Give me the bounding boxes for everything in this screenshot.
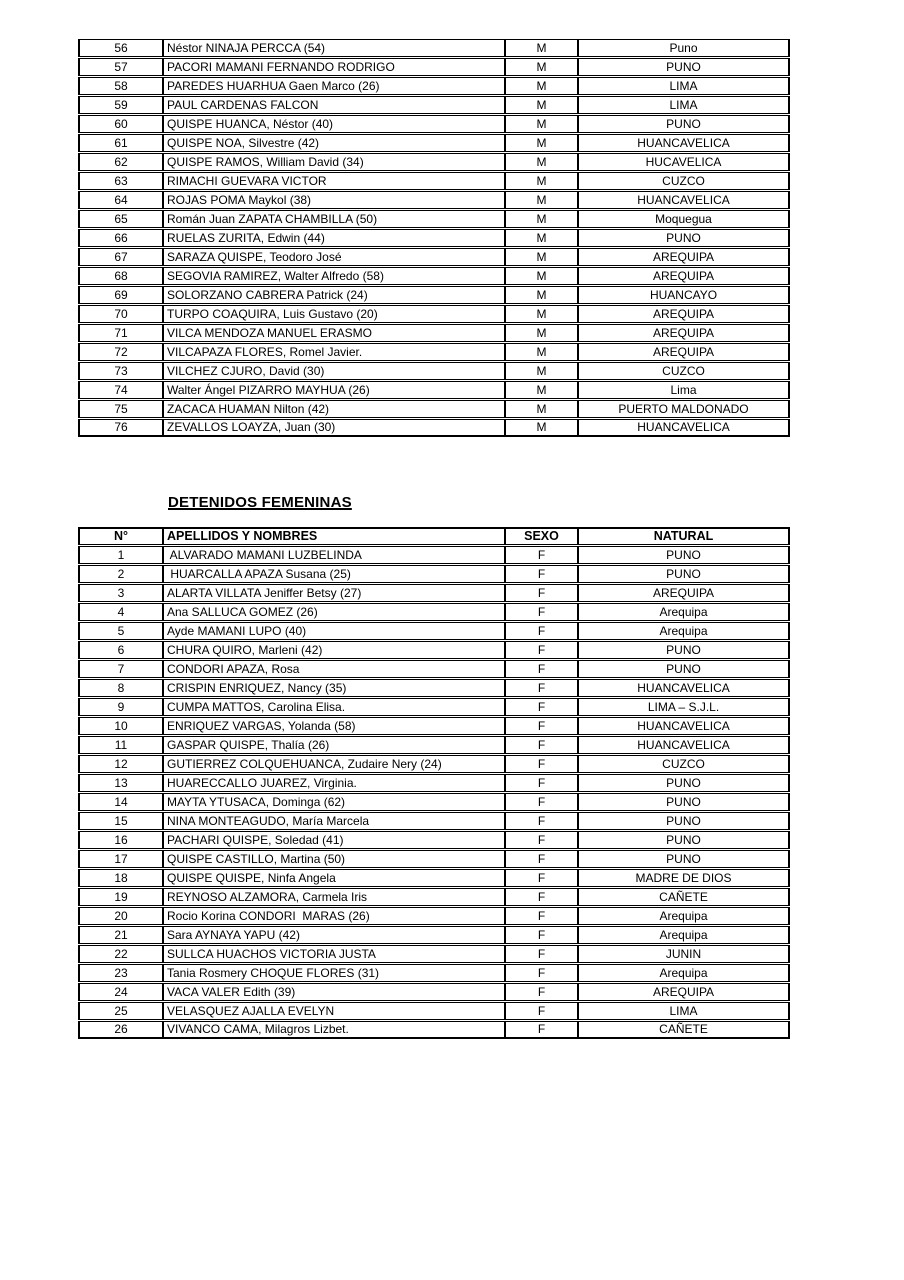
cell-name: SEGOVIA RAMIREZ, Walter Alfredo (58) bbox=[163, 267, 505, 285]
cell-natural: JUNIN bbox=[578, 945, 790, 963]
cell-name: HUARCALLA APAZA Susana (25) bbox=[163, 565, 505, 583]
cell-name: Sara AYNAYA YAPU (42) bbox=[163, 926, 505, 944]
cell-name: Walter Ángel PIZARRO MAYHUA (26) bbox=[163, 381, 505, 399]
table-row bbox=[78, 812, 790, 830]
cell-natural: CUZCO bbox=[578, 172, 790, 190]
cell-natural: PUNO bbox=[578, 546, 790, 564]
cell-name: Román Juan ZAPATA CHAMBILLA (50) bbox=[163, 210, 505, 228]
cell-number: 76 bbox=[78, 419, 163, 437]
cell-natural: LIMA bbox=[578, 77, 790, 95]
cell-name: Ayde MAMANI LUPO (40) bbox=[163, 622, 505, 640]
cell-number: 14 bbox=[78, 793, 163, 811]
cell-natural: PUNO bbox=[578, 115, 790, 133]
cell-number: 15 bbox=[78, 812, 163, 830]
cell-number: 75 bbox=[78, 400, 163, 418]
cell-sex: M bbox=[505, 191, 578, 209]
table-row bbox=[78, 888, 790, 906]
cell-natural: CUZCO bbox=[578, 362, 790, 380]
cell-number: 13 bbox=[78, 774, 163, 792]
cell-name: RUELAS ZURITA, Edwin (44) bbox=[163, 229, 505, 247]
cell-sex: M bbox=[505, 96, 578, 114]
cell-sex: F bbox=[505, 1021, 578, 1039]
cell-number: 69 bbox=[78, 286, 163, 304]
cell-name: VILCHEZ CJURO, David (30) bbox=[163, 362, 505, 380]
cell-name: VACA VALER Edith (39) bbox=[163, 983, 505, 1001]
cell-natural: Lima bbox=[578, 381, 790, 399]
cell-sex: M bbox=[505, 324, 578, 342]
cell-name: QUISPE CASTILLO, Martina (50) bbox=[163, 850, 505, 868]
cell-name: CHURA QUIRO, Marleni (42) bbox=[163, 641, 505, 659]
cell-name: Rocio Korina CONDORI MARAS (26) bbox=[163, 907, 505, 925]
cell-name: RIMACHI GUEVARA VICTOR bbox=[163, 172, 505, 190]
cell-natural: PUNO bbox=[578, 774, 790, 792]
cell-number: 67 bbox=[78, 248, 163, 266]
cell-number: 8 bbox=[78, 679, 163, 697]
cell-natural: Moquegua bbox=[578, 210, 790, 228]
cell-sex: M bbox=[505, 267, 578, 285]
cell-number: 66 bbox=[78, 229, 163, 247]
females-table-body bbox=[78, 546, 790, 1039]
table-row bbox=[78, 793, 790, 811]
table-row bbox=[78, 400, 790, 418]
table-row bbox=[78, 305, 790, 323]
cell-name: VILCAPAZA FLORES, Romel Javier. bbox=[163, 343, 505, 361]
cell-number: 70 bbox=[78, 305, 163, 323]
cell-natural: LIMA – S.J.L. bbox=[578, 698, 790, 716]
table-row bbox=[78, 679, 790, 697]
cell-number: 57 bbox=[78, 58, 163, 76]
cell-name: ROJAS POMA Maykol (38) bbox=[163, 191, 505, 209]
cell-number: 59 bbox=[78, 96, 163, 114]
cell-natural: AREQUIPA bbox=[578, 324, 790, 342]
table-row bbox=[78, 831, 790, 849]
cell-natural: HUANCAVELICA bbox=[578, 191, 790, 209]
cell-sex: M bbox=[505, 419, 578, 437]
cell-number: 10 bbox=[78, 717, 163, 735]
cell-natural: HUANCAVELICA bbox=[578, 134, 790, 152]
cell-natural: PUNO bbox=[578, 58, 790, 76]
cell-name: ZACACA HUAMAN Nilton (42) bbox=[163, 400, 505, 418]
cell-number: 24 bbox=[78, 983, 163, 1001]
table-row bbox=[78, 945, 790, 963]
males-detainees-table-continuation bbox=[78, 38, 790, 438]
cell-natural: Puno bbox=[578, 39, 790, 57]
cell-number: 19 bbox=[78, 888, 163, 906]
table-row bbox=[78, 58, 790, 76]
cell-natural: HUANCAVELICA bbox=[578, 419, 790, 437]
cell-number: 63 bbox=[78, 172, 163, 190]
table-row bbox=[78, 381, 790, 399]
cell-sex: F bbox=[505, 774, 578, 792]
table-row bbox=[78, 565, 790, 583]
cell-sex: F bbox=[505, 907, 578, 925]
cell-number: 26 bbox=[78, 1021, 163, 1039]
cell-natural: HUANCAVELICA bbox=[578, 736, 790, 754]
cell-sex: F bbox=[505, 850, 578, 868]
cell-number: 25 bbox=[78, 1002, 163, 1020]
cell-natural: MADRE DE DIOS bbox=[578, 869, 790, 887]
table-row bbox=[78, 717, 790, 735]
cell-number: 9 bbox=[78, 698, 163, 716]
table-row bbox=[78, 96, 790, 114]
header-row bbox=[78, 527, 790, 545]
cell-name: PACORI MAMANI FERNANDO RODRIGO bbox=[163, 58, 505, 76]
cell-sex: F bbox=[505, 641, 578, 659]
cell-natural: HUCAVELICA bbox=[578, 153, 790, 171]
cell-sex: M bbox=[505, 39, 578, 57]
cell-sex: F bbox=[505, 584, 578, 602]
cell-name: PACHARI QUISPE, Soledad (41) bbox=[163, 831, 505, 849]
cell-natural: PUNO bbox=[578, 831, 790, 849]
cell-natural: HUANCAYO bbox=[578, 286, 790, 304]
cell-sex: F bbox=[505, 603, 578, 621]
table-row bbox=[78, 172, 790, 190]
cell-natural: LIMA bbox=[578, 96, 790, 114]
cell-number: 21 bbox=[78, 926, 163, 944]
cell-sex: F bbox=[505, 736, 578, 754]
table-row bbox=[78, 603, 790, 621]
cell-natural: AREQUIPA bbox=[578, 305, 790, 323]
cell-sex: F bbox=[505, 565, 578, 583]
table-row bbox=[78, 153, 790, 171]
table-row bbox=[78, 191, 790, 209]
cell-sex: F bbox=[505, 888, 578, 906]
cell-name: NINA MONTEAGUDO, María Marcela bbox=[163, 812, 505, 830]
cell-sex: M bbox=[505, 305, 578, 323]
table-row bbox=[78, 546, 790, 564]
cell-sex: F bbox=[505, 546, 578, 564]
table-row bbox=[78, 660, 790, 678]
cell-natural: PUNO bbox=[578, 793, 790, 811]
cell-sex: F bbox=[505, 793, 578, 811]
cell-sex: F bbox=[505, 622, 578, 640]
table-row bbox=[78, 850, 790, 868]
cell-name: ZEVALLOS LOAYZA, Juan (30) bbox=[163, 419, 505, 437]
table-row bbox=[78, 77, 790, 95]
cell-sex: M bbox=[505, 153, 578, 171]
cell-natural: Arequipa bbox=[578, 926, 790, 944]
cell-sex: M bbox=[505, 115, 578, 133]
cell-natural: PUNO bbox=[578, 812, 790, 830]
cell-name: ALARTA VILLATA Jeniffer Betsy (27) bbox=[163, 584, 505, 602]
cell-number: 64 bbox=[78, 191, 163, 209]
cell-name: QUISPE QUISPE, Ninfa Angela bbox=[163, 869, 505, 887]
table-row bbox=[78, 115, 790, 133]
cell-number: 7 bbox=[78, 660, 163, 678]
cell-natural: Arequipa bbox=[578, 622, 790, 640]
cell-natural: AREQUIPA bbox=[578, 584, 790, 602]
table-row bbox=[78, 248, 790, 266]
cell-number: 12 bbox=[78, 755, 163, 773]
col-header-sex: SEXO bbox=[505, 527, 578, 545]
females-table-header bbox=[78, 527, 790, 545]
table-row bbox=[78, 755, 790, 773]
table-row bbox=[78, 286, 790, 304]
cell-natural: PUNO bbox=[578, 565, 790, 583]
table-row bbox=[78, 419, 790, 437]
cell-number: 1 bbox=[78, 546, 163, 564]
cell-name: Tania Rosmery CHOQUE FLORES (31) bbox=[163, 964, 505, 982]
cell-sex: F bbox=[505, 698, 578, 716]
cell-name: VILCA MENDOZA MANUEL ERASMO bbox=[163, 324, 505, 342]
cell-number: 20 bbox=[78, 907, 163, 925]
cell-natural: PUNO bbox=[578, 641, 790, 659]
cell-name: ALVARADO MAMANI LUZBELINDA bbox=[163, 546, 505, 564]
cell-natural: AREQUIPA bbox=[578, 248, 790, 266]
cell-number: 56 bbox=[78, 39, 163, 57]
cell-natural: AREQUIPA bbox=[578, 343, 790, 361]
cell-sex: M bbox=[505, 134, 578, 152]
cell-natural: PUNO bbox=[578, 850, 790, 868]
cell-number: 65 bbox=[78, 210, 163, 228]
cell-natural: PUNO bbox=[578, 229, 790, 247]
cell-sex: M bbox=[505, 210, 578, 228]
cell-number: 18 bbox=[78, 869, 163, 887]
cell-sex: M bbox=[505, 381, 578, 399]
cell-sex: F bbox=[505, 755, 578, 773]
cell-number: 71 bbox=[78, 324, 163, 342]
cell-sex: M bbox=[505, 58, 578, 76]
cell-natural: AREQUIPA bbox=[578, 983, 790, 1001]
table-row bbox=[78, 267, 790, 285]
cell-name: PAREDES HUARHUA Gaen Marco (26) bbox=[163, 77, 505, 95]
table-row bbox=[78, 1021, 790, 1039]
table-row bbox=[78, 907, 790, 925]
cell-name: REYNOSO ALZAMORA, Carmela Iris bbox=[163, 888, 505, 906]
cell-sex: F bbox=[505, 869, 578, 887]
col-header-names: APELLIDOS Y NOMBRES bbox=[163, 527, 505, 545]
cell-name: SARAZA QUISPE, Teodoro José bbox=[163, 248, 505, 266]
cell-number: 4 bbox=[78, 603, 163, 621]
cell-number: 22 bbox=[78, 945, 163, 963]
cell-sex: F bbox=[505, 964, 578, 982]
males-table-body bbox=[78, 39, 790, 437]
females-detainees-table bbox=[78, 526, 790, 1040]
cell-name: QUISPE RAMOS, William David (34) bbox=[163, 153, 505, 171]
cell-name: CRISPIN ENRIQUEZ, Nancy (35) bbox=[163, 679, 505, 697]
cell-sex: M bbox=[505, 343, 578, 361]
cell-number: 17 bbox=[78, 850, 163, 868]
table-row bbox=[78, 869, 790, 887]
cell-number: 3 bbox=[78, 584, 163, 602]
cell-natural: PUNO bbox=[578, 660, 790, 678]
table-row bbox=[78, 343, 790, 361]
cell-sex: F bbox=[505, 831, 578, 849]
cell-name: GUTIERREZ COLQUEHUANCA, Zudaire Nery (24) bbox=[163, 755, 505, 773]
table-row bbox=[78, 736, 790, 754]
cell-sex: F bbox=[505, 945, 578, 963]
table-row bbox=[78, 964, 790, 982]
cell-number: 23 bbox=[78, 964, 163, 982]
table-row bbox=[78, 134, 790, 152]
cell-natural: CAÑETE bbox=[578, 888, 790, 906]
cell-sex: F bbox=[505, 660, 578, 678]
cell-number: 16 bbox=[78, 831, 163, 849]
cell-name: Ana SALLUCA GOMEZ (26) bbox=[163, 603, 505, 621]
cell-name: TURPO COAQUIRA, Luis Gustavo (20) bbox=[163, 305, 505, 323]
cell-name: PAUL CARDENAS FALCON bbox=[163, 96, 505, 114]
table-row bbox=[78, 926, 790, 944]
cell-sex: M bbox=[505, 362, 578, 380]
cell-sex: M bbox=[505, 400, 578, 418]
cell-number: 6 bbox=[78, 641, 163, 659]
cell-name: SOLORZANO CABRERA Patrick (24) bbox=[163, 286, 505, 304]
cell-sex: M bbox=[505, 77, 578, 95]
cell-name: VIVANCO CAMA, Milagros Lizbet. bbox=[163, 1021, 505, 1039]
cell-sex: F bbox=[505, 926, 578, 944]
cell-number: 5 bbox=[78, 622, 163, 640]
cell-number: 60 bbox=[78, 115, 163, 133]
cell-name: QUISPE NOA, Silvestre (42) bbox=[163, 134, 505, 152]
table-row bbox=[78, 229, 790, 247]
cell-name: VELASQUEZ AJALLA EVELYN bbox=[163, 1002, 505, 1020]
cell-name: Néstor NINAJA PERCCA (54) bbox=[163, 39, 505, 57]
table-row bbox=[78, 584, 790, 602]
cell-number: 73 bbox=[78, 362, 163, 380]
females-section-heading: DETENIDOS FEMENINAS bbox=[168, 494, 352, 511]
cell-sex: M bbox=[505, 248, 578, 266]
table-row bbox=[78, 1002, 790, 1020]
cell-name: CUMPA MATTOS, Carolina Elisa. bbox=[163, 698, 505, 716]
cell-name: HUARECCALLO JUAREZ, Virginia. bbox=[163, 774, 505, 792]
cell-natural: Arequipa bbox=[578, 964, 790, 982]
cell-name: MAYTA YTUSACA, Dominga (62) bbox=[163, 793, 505, 811]
cell-sex: M bbox=[505, 286, 578, 304]
cell-number: 2 bbox=[78, 565, 163, 583]
cell-natural: CAÑETE bbox=[578, 1021, 790, 1039]
cell-sex: M bbox=[505, 229, 578, 247]
cell-name: CONDORI APAZA, Rosa bbox=[163, 660, 505, 678]
table-row bbox=[78, 324, 790, 342]
cell-natural: CUZCO bbox=[578, 755, 790, 773]
cell-number: 58 bbox=[78, 77, 163, 95]
cell-natural: PUERTO MALDONADO bbox=[578, 400, 790, 418]
cell-name: GASPAR QUISPE, Thalía (26) bbox=[163, 736, 505, 754]
table-row bbox=[78, 698, 790, 716]
cell-natural: AREQUIPA bbox=[578, 267, 790, 285]
cell-natural: Arequipa bbox=[578, 603, 790, 621]
cell-number: 72 bbox=[78, 343, 163, 361]
cell-number: 11 bbox=[78, 736, 163, 754]
table-row bbox=[78, 641, 790, 659]
table-row bbox=[78, 622, 790, 640]
cell-sex: F bbox=[505, 812, 578, 830]
cell-natural: HUANCAVELICA bbox=[578, 679, 790, 697]
cell-natural: Arequipa bbox=[578, 907, 790, 925]
table-row bbox=[78, 39, 790, 57]
cell-sex: F bbox=[505, 717, 578, 735]
cell-sex: F bbox=[505, 983, 578, 1001]
cell-number: 62 bbox=[78, 153, 163, 171]
table-row bbox=[78, 210, 790, 228]
cell-natural: HUANCAVELICA bbox=[578, 717, 790, 735]
cell-sex: F bbox=[505, 679, 578, 697]
cell-number: 68 bbox=[78, 267, 163, 285]
cell-name: QUISPE HUANCA, Néstor (40) bbox=[163, 115, 505, 133]
cell-name: SULLCA HUACHOS VICTORIA JUSTA bbox=[163, 945, 505, 963]
cell-sex: F bbox=[505, 1002, 578, 1020]
table-row bbox=[78, 362, 790, 380]
cell-number: 74 bbox=[78, 381, 163, 399]
cell-number: 61 bbox=[78, 134, 163, 152]
cell-natural: LIMA bbox=[578, 1002, 790, 1020]
col-header-number: N° bbox=[78, 527, 163, 545]
cell-name: ENRIQUEZ VARGAS, Yolanda (58) bbox=[163, 717, 505, 735]
table-row bbox=[78, 983, 790, 1001]
table-row bbox=[78, 774, 790, 792]
cell-sex: M bbox=[505, 172, 578, 190]
col-header-natural: NATURAL bbox=[578, 527, 790, 545]
